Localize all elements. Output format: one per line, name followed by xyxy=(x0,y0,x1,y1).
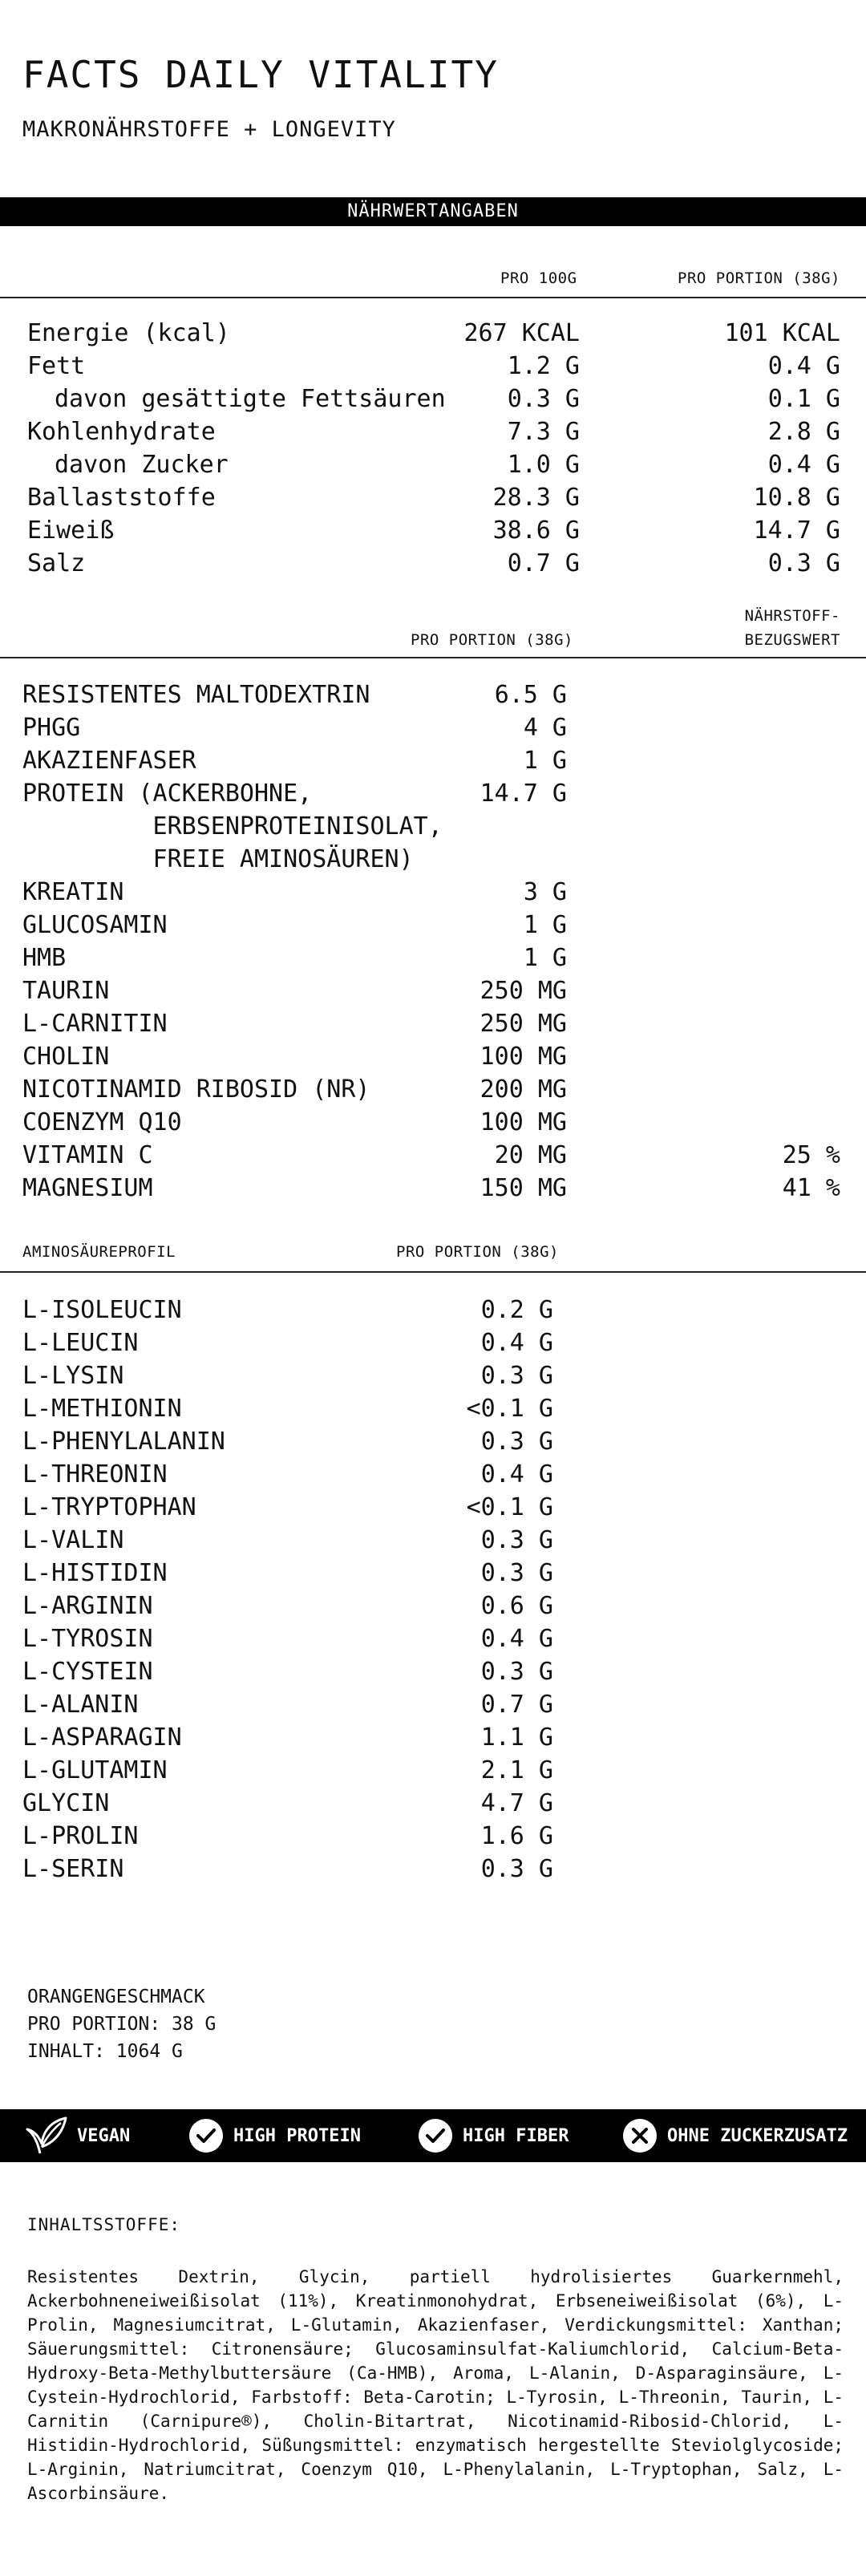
value-per-portion: 0.3 G xyxy=(480,1526,553,1554)
badge-label: HIGH PROTEIN xyxy=(233,2125,361,2146)
supplement-row xyxy=(0,810,866,843)
amino-name: L-ASPARAGIN xyxy=(22,1723,182,1752)
content-text: INHALT: 1064 G xyxy=(27,2041,183,2062)
value-per-portion: 0.4 G xyxy=(480,1625,553,1653)
amino-row xyxy=(0,1721,866,1754)
value-per-portion: 0.3 G xyxy=(480,1559,553,1587)
value-per-portion: 0.4 G xyxy=(480,1460,553,1488)
amino-row xyxy=(0,1524,866,1557)
ingredient-name: NICOTINAMID RIBOSID (NR) xyxy=(22,1075,370,1104)
nutrition-row xyxy=(0,514,866,547)
feature-badges xyxy=(0,2109,866,2162)
ingredient-name: FREIE AMINOSÄUREN) xyxy=(22,845,414,873)
value-per-portion: 0.4 G xyxy=(767,352,840,380)
ingredient-name: CHOLIN xyxy=(22,1043,110,1071)
amino-row xyxy=(0,1557,866,1590)
amino-row xyxy=(0,1820,866,1853)
ingredient-name: PROTEIN (ACKERBOHNE, xyxy=(22,780,313,808)
value-per-portion: 250 MG xyxy=(480,977,567,1005)
value-per-portion: 0.6 G xyxy=(480,1592,553,1620)
ingredient-name: MAGNESIUM xyxy=(22,1174,153,1202)
value-per-portion: 200 MG xyxy=(480,1075,567,1104)
flavor-text: ORANGENGESCHMACK xyxy=(27,1987,205,2007)
divider xyxy=(0,297,866,298)
nutrition-row xyxy=(0,383,866,415)
badge-label: HIGH FIBER xyxy=(463,2125,569,2146)
leaf-icon xyxy=(26,2115,67,2157)
nutrient-name: Eiweiß xyxy=(27,516,115,545)
value-per-portion: 1.1 G xyxy=(480,1723,553,1752)
value-per-portion: 0.4 G xyxy=(767,451,840,479)
value-per-portion: 0.2 G xyxy=(480,1296,553,1324)
amino-name: L-ALANIN xyxy=(22,1691,139,1719)
supplement-row xyxy=(0,1106,866,1139)
value-per-portion: 0.3 G xyxy=(480,1658,553,1686)
badge-high-fiber xyxy=(418,2109,569,2162)
amino-name: L-HISTIDIN xyxy=(22,1559,168,1587)
nutrient-name: Fett xyxy=(27,352,86,380)
value-per-portion: 1 G xyxy=(523,911,567,939)
amino-name: L-ISOLEUCIN xyxy=(22,1296,182,1324)
col-header-reference-line1: NÄHRSTOFF- xyxy=(744,607,840,625)
value-per-100g: 28.3 G xyxy=(492,484,580,512)
portion-text: PRO PORTION: 38 G xyxy=(27,2014,216,2035)
col-header-portion: PRO PORTION (38G) xyxy=(411,631,573,649)
nutrition-row xyxy=(0,547,866,580)
nutrient-name: Energie (kcal) xyxy=(27,319,230,347)
ingredients-title: INHALTSSTOFFE: xyxy=(27,2215,181,2234)
value-per-portion: 100 MG xyxy=(480,1043,567,1071)
value-per-portion: 14.7 G xyxy=(480,780,567,808)
value-per-portion: 3 G xyxy=(523,878,567,906)
check-circle-icon xyxy=(418,2118,453,2153)
ingredient-name: PHGG xyxy=(22,714,81,742)
value-per-100g: 7.3 G xyxy=(507,418,580,446)
amino-name: L-ARGININ xyxy=(22,1592,153,1620)
badge-no-added-sugar xyxy=(622,2109,848,2162)
ingredient-name: COENZYM Q10 xyxy=(22,1108,182,1136)
value-per-portion: 0.3 G xyxy=(767,549,840,577)
value-per-100g: 0.3 G xyxy=(507,385,580,413)
value-per-portion: 101 KCAL xyxy=(724,319,840,347)
amino-row xyxy=(0,1787,866,1820)
value-per-portion: 0.7 G xyxy=(480,1691,553,1719)
badge-label: VEGAN xyxy=(77,2125,131,2146)
nutrient-name: davon Zucker xyxy=(55,451,229,479)
value-per-100g: 38.6 G xyxy=(492,516,580,545)
ingredient-name: TAURIN xyxy=(22,977,110,1005)
amino-name: L-THREONIN xyxy=(22,1460,168,1488)
ingredients-text: Resistentes Dextrin, Glycin, partiell hydrolisiertes Guarkernmehl, Ackerbohneneiweißisolat (11%), Kreatinmonohydrat, Erbseneiweißisolat (6%), L-Prolin, Magnesiumcitrat, L-Glutamin, Akazienfaser, Verdickungsmittel: Xanthan; Säuerungsmittel: Citronensäure; Glucosaminsulfat-Kaliumchlorid, Calcium-Beta-Hydroxy-Beta-Methylbuttersäure (Ca-HMB), Aroma, L-Alanin, D-Asparaginsäure, L-Cystein-Hydrochlorid, Farbstoff: Beta-Carotin; L-Tyrosin, L-Threonin, Taurin, L-Carnitin (Carnipure®), Cholin-Bitartrat, Nicotinamid-Ribosid-Chlorid, L-Histidin-Hydrochlorid, Süßungsmittel: enzymatisch hergestellte Steviolglycoside; L-Arginin, Natriumcitrat, Coenzym Q10, L-Phenylalanin, L-Tryptophan, Salz, L-Ascorbinsäure. xyxy=(27,2267,844,2503)
nutrition-row xyxy=(0,350,866,383)
reference-percent: 25 % xyxy=(782,1141,840,1169)
reference-percent: 41 % xyxy=(782,1174,840,1202)
amino-name: L-METHIONIN xyxy=(22,1395,182,1423)
value-per-portion: 1 G xyxy=(523,747,567,775)
amino-row xyxy=(0,1590,866,1622)
badge-label: OHNE ZUCKERZUSATZ xyxy=(667,2125,848,2146)
value-per-100g: 0.7 G xyxy=(507,549,580,577)
supplement-row xyxy=(0,909,866,942)
nutrition-banner: NÄHRWERTANGABEN xyxy=(0,197,866,226)
amino-name: L-PROLIN xyxy=(22,1822,139,1850)
amino-row xyxy=(0,1655,866,1688)
amino-row xyxy=(0,1359,866,1392)
x-circle-icon xyxy=(622,2118,658,2153)
nutrient-name: Salz xyxy=(27,549,86,577)
amino-row xyxy=(0,1326,866,1359)
supplement-row xyxy=(0,942,866,974)
supplement-row xyxy=(0,876,866,909)
col-header-per-100g: PRO 100G xyxy=(500,269,577,287)
value-per-portion: 6.5 G xyxy=(494,681,567,709)
divider xyxy=(0,1271,866,1273)
supplement-row xyxy=(0,1073,866,1106)
amino-row xyxy=(0,1425,866,1458)
value-per-100g: 1.0 G xyxy=(507,451,580,479)
amino-name: L-PHENYLALANIN xyxy=(22,1428,225,1456)
value-per-100g: 267 KCAL xyxy=(463,319,580,347)
supplement-row xyxy=(0,1172,866,1205)
supplement-row xyxy=(0,1040,866,1073)
nutrition-row xyxy=(0,317,866,350)
badge-vegan xyxy=(26,2109,130,2162)
amino-header-label: AMINOSÄUREPROFIL xyxy=(22,1243,176,1261)
supplement-row xyxy=(0,974,866,1007)
page-title: FACTS DAILY VITALITY xyxy=(22,53,499,96)
value-per-portion: 4 G xyxy=(523,714,567,742)
value-per-portion: <0.1 G xyxy=(466,1493,553,1521)
amino-name: GLYCIN xyxy=(22,1789,110,1817)
nutrition-row xyxy=(0,448,866,481)
value-per-portion: 2.1 G xyxy=(480,1756,553,1784)
nutrient-name: davon gesättigte Fettsäuren xyxy=(55,385,446,413)
ingredient-name: RESISTENTES MALTODEXTRIN xyxy=(22,681,370,709)
ingredient-name: VITAMIN C xyxy=(22,1141,153,1169)
amino-row xyxy=(0,1491,866,1524)
nutrient-name: Ballaststoffe xyxy=(27,484,216,512)
value-per-portion: 0.3 G xyxy=(480,1428,553,1456)
supplement-row xyxy=(0,711,866,744)
amino-row xyxy=(0,1853,866,1885)
col-header-reference-line2: BEZUGSWERT xyxy=(744,631,840,649)
amino-name: L-CYSTEIN xyxy=(22,1658,153,1686)
value-per-portion: 250 MG xyxy=(480,1010,567,1038)
col-header-per-portion: PRO PORTION (38G) xyxy=(678,269,840,287)
value-per-100g: 1.2 G xyxy=(507,352,580,380)
ingredient-name: L-CARNITIN xyxy=(22,1010,168,1038)
ingredient-name: AKAZIENFASER xyxy=(22,747,196,775)
amino-row xyxy=(0,1392,866,1425)
value-per-portion: 1.6 G xyxy=(480,1822,553,1850)
value-per-portion: 2.8 G xyxy=(767,418,840,446)
amino-name: L-LEUCIN xyxy=(22,1329,139,1357)
ingredient-name: HMB xyxy=(22,944,67,972)
value-per-portion: 0.4 G xyxy=(480,1329,553,1357)
check-circle-icon xyxy=(188,2118,224,2153)
value-per-portion: 14.7 G xyxy=(753,516,840,545)
supplement-row xyxy=(0,843,866,876)
amino-row xyxy=(0,1754,866,1787)
supplement-row xyxy=(0,744,866,777)
amino-name: L-SERIN xyxy=(22,1855,124,1883)
amino-name: L-TYROSIN xyxy=(22,1625,153,1653)
amino-row xyxy=(0,1688,866,1721)
supplement-row xyxy=(0,1139,866,1172)
amino-name: L-VALIN xyxy=(22,1526,124,1554)
amino-row xyxy=(0,1622,866,1655)
amino-name: L-GLUTAMIN xyxy=(22,1756,168,1784)
nutrition-row xyxy=(0,481,866,514)
value-per-portion: 0.3 G xyxy=(480,1362,553,1390)
ingredient-name: ERBSENPROTEINISOLAT, xyxy=(22,812,443,840)
value-per-portion: <0.1 G xyxy=(466,1395,553,1423)
value-per-portion: 4.7 G xyxy=(480,1789,553,1817)
amino-header-portion: PRO PORTION (38G) xyxy=(396,1243,559,1261)
amino-name: L-TRYPTOPHAN xyxy=(22,1493,196,1521)
amino-row xyxy=(0,1458,866,1491)
supplement-row xyxy=(0,678,866,711)
badge-high-protein xyxy=(188,2109,361,2162)
ingredient-name: GLUCOSAMIN xyxy=(22,911,168,939)
value-per-portion: 20 MG xyxy=(494,1141,567,1169)
supplement-row xyxy=(0,777,866,810)
nutrition-row xyxy=(0,415,866,448)
value-per-portion: 100 MG xyxy=(480,1108,567,1136)
amino-name: L-LYSIN xyxy=(22,1362,124,1390)
nutrient-name: Kohlenhydrate xyxy=(27,418,216,446)
value-per-portion: 0.3 G xyxy=(480,1855,553,1883)
value-per-portion: 0.1 G xyxy=(767,385,840,413)
ingredient-name: KREATIN xyxy=(22,878,124,906)
supplement-row xyxy=(0,1007,866,1040)
value-per-portion: 10.8 G xyxy=(753,484,840,512)
value-per-portion: 1 G xyxy=(523,944,567,972)
amino-row xyxy=(0,1294,866,1326)
value-per-portion: 150 MG xyxy=(480,1174,567,1202)
divider xyxy=(0,657,866,658)
page-subtitle: MAKRONÄHRSTOFFE + LONGEVITY xyxy=(22,117,396,142)
